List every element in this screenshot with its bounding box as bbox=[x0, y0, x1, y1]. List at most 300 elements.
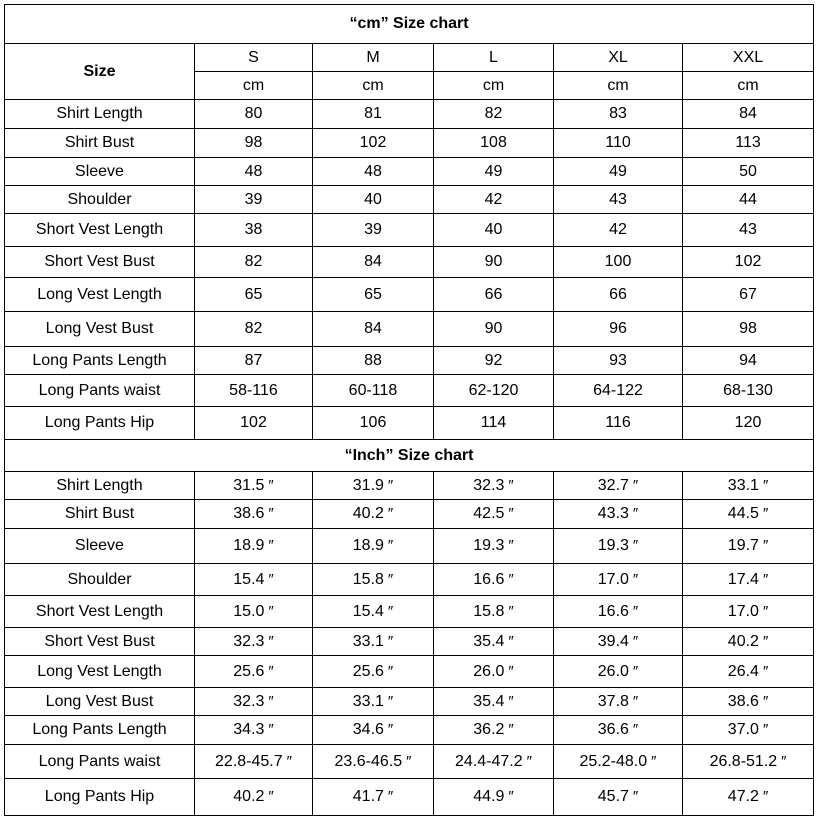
value-text: 15.8 bbox=[352, 570, 384, 588]
inch-mark: ″ bbox=[387, 721, 394, 738]
inch-mark: ″ bbox=[406, 752, 412, 770]
inch-mark: ″ bbox=[762, 602, 769, 620]
inch-mark: ″ bbox=[508, 537, 514, 554]
value-text: 35.4 bbox=[473, 692, 505, 710]
value-cell bbox=[195, 375, 313, 407]
value-cell bbox=[434, 656, 554, 688]
value-text: 19.7 bbox=[727, 537, 759, 554]
value-text: 48 bbox=[364, 162, 382, 180]
inch-mark: ″ bbox=[387, 537, 394, 554]
value-cell bbox=[195, 500, 313, 529]
inch-mark: ″ bbox=[632, 721, 639, 738]
value-cell bbox=[434, 716, 554, 745]
cm-table-row bbox=[5, 100, 814, 129]
inch-mark: ″ bbox=[268, 537, 274, 554]
inch-mark: ″ bbox=[508, 476, 514, 494]
value-text: 24.4-47.2 bbox=[455, 752, 523, 770]
inch-table-row bbox=[5, 779, 814, 816]
value-cell bbox=[683, 247, 814, 278]
value-text: 45.7 bbox=[597, 788, 629, 805]
inch-mark: ″ bbox=[508, 788, 514, 805]
inch-mark: ″ bbox=[508, 632, 514, 650]
value-text: 102 bbox=[359, 134, 387, 151]
inch-mark: ″ bbox=[387, 632, 394, 650]
value-text: 25.2-48.0 bbox=[579, 752, 648, 770]
value-cell bbox=[554, 745, 683, 779]
row-label: Long Pants Hip bbox=[5, 779, 195, 816]
value-cell bbox=[434, 312, 554, 347]
value-cell bbox=[554, 407, 683, 440]
value-text: 62-120 bbox=[468, 381, 519, 399]
unit-header-xl: cm bbox=[554, 72, 683, 100]
value-text: 19.3 bbox=[473, 537, 505, 554]
inch-mark: ″ bbox=[268, 788, 274, 805]
unit-header-l: cm bbox=[434, 72, 554, 100]
inch-mark: ″ bbox=[762, 476, 769, 494]
value-cell bbox=[195, 656, 313, 688]
value-text: 39 bbox=[244, 190, 263, 208]
cm-title-row bbox=[5, 5, 814, 44]
value-text: 106 bbox=[359, 414, 387, 431]
value-cell bbox=[434, 472, 554, 500]
value-text: 66 bbox=[609, 285, 627, 303]
value-cell bbox=[683, 688, 814, 716]
value-cell bbox=[313, 596, 434, 628]
value-text: 87 bbox=[244, 351, 263, 369]
value-text: 58-116 bbox=[229, 381, 278, 399]
row-label: Shirt Bust bbox=[5, 129, 195, 158]
value-cell bbox=[195, 312, 313, 347]
value-text: 15.8 bbox=[473, 602, 505, 620]
inch-mark: ″ bbox=[762, 788, 769, 805]
value-text: 17.0 bbox=[727, 602, 759, 620]
value-text: 26.0 bbox=[473, 662, 505, 680]
inch-mark: ″ bbox=[632, 602, 639, 620]
inch-mark: ″ bbox=[268, 570, 274, 588]
value-text: 19.3 bbox=[597, 537, 629, 554]
value-text: 43.3 bbox=[597, 505, 629, 522]
value-cell bbox=[313, 407, 434, 440]
value-text: 64-122 bbox=[593, 381, 643, 399]
value-text: 38 bbox=[244, 221, 263, 238]
value-cell bbox=[683, 214, 814, 247]
value-cell bbox=[683, 656, 814, 688]
value-text: 31.9 bbox=[352, 476, 384, 494]
cm-chart-title: “cm” Size chart bbox=[5, 5, 814, 44]
value-cell bbox=[195, 779, 313, 816]
inch-mark: ″ bbox=[387, 570, 394, 588]
value-text: 65 bbox=[364, 285, 382, 303]
value-text: 44 bbox=[739, 190, 757, 208]
value-cell bbox=[313, 564, 434, 596]
value-cell bbox=[434, 375, 554, 407]
value-text: 102 bbox=[734, 253, 762, 270]
value-text: 34.6 bbox=[352, 721, 384, 738]
value-text: 100 bbox=[604, 253, 632, 270]
value-text: 37.8 bbox=[597, 692, 629, 710]
value-cell bbox=[434, 247, 554, 278]
inch-mark: ″ bbox=[762, 505, 769, 522]
value-text: 68-130 bbox=[723, 381, 773, 399]
value-cell bbox=[434, 129, 554, 158]
value-text: 90 bbox=[484, 253, 503, 270]
value-text: 42.5 bbox=[473, 505, 505, 522]
row-label: Long Vest Bust bbox=[5, 312, 195, 347]
row-label: Short Vest Length bbox=[5, 596, 195, 628]
row-label: Short Vest Bust bbox=[5, 628, 195, 656]
value-text: 40.2 bbox=[352, 505, 384, 522]
inch-mark: ″ bbox=[387, 505, 394, 522]
value-text: 49 bbox=[609, 162, 627, 180]
value-cell bbox=[683, 312, 814, 347]
inch-mark: ″ bbox=[632, 537, 639, 554]
value-text: 33.1 bbox=[727, 476, 759, 494]
row-label: Short Vest Bust bbox=[5, 247, 195, 278]
value-text: 84 bbox=[364, 253, 382, 270]
cm-table-row bbox=[5, 214, 814, 247]
value-text: 38.6 bbox=[233, 505, 265, 522]
row-label: Shoulder bbox=[5, 186, 195, 214]
value-text: 114 bbox=[480, 414, 507, 431]
value-text: 36.6 bbox=[597, 721, 629, 738]
cm-table-row bbox=[5, 278, 814, 312]
value-cell bbox=[313, 129, 434, 158]
value-text: 98 bbox=[739, 320, 757, 337]
value-text: 94 bbox=[739, 351, 757, 369]
value-cell bbox=[683, 500, 814, 529]
inch-mark: ″ bbox=[762, 537, 769, 554]
value-text: 84 bbox=[739, 105, 757, 122]
value-text: 32.3 bbox=[473, 476, 505, 494]
inch-mark: ″ bbox=[762, 662, 769, 680]
row-label: Sleeve bbox=[5, 529, 195, 564]
value-cell bbox=[195, 100, 313, 129]
value-cell bbox=[434, 688, 554, 716]
cm-table-row bbox=[5, 247, 814, 278]
value-cell bbox=[195, 129, 313, 158]
value-text: 44.9 bbox=[473, 788, 505, 805]
value-text: 83 bbox=[609, 105, 627, 122]
size-chart-body bbox=[5, 5, 814, 816]
value-text: 16.6 bbox=[473, 570, 505, 588]
value-text: 116 bbox=[605, 414, 631, 431]
cm-table-row bbox=[5, 312, 814, 347]
row-label: Long Pants waist bbox=[5, 745, 195, 779]
value-cell bbox=[195, 529, 313, 564]
value-cell bbox=[434, 745, 554, 779]
value-cell bbox=[434, 500, 554, 529]
inch-mark: ″ bbox=[387, 788, 394, 805]
inch-table-row bbox=[5, 628, 814, 656]
inch-mark: ″ bbox=[508, 662, 514, 680]
value-text: 102 bbox=[240, 414, 267, 431]
unit-header-m: cm bbox=[313, 72, 434, 100]
inch-table-row bbox=[5, 688, 814, 716]
size-header-m: M bbox=[313, 44, 434, 72]
value-cell bbox=[195, 688, 313, 716]
unit-header-xxl: cm bbox=[683, 72, 814, 100]
value-text: 80 bbox=[244, 105, 263, 122]
value-cell bbox=[683, 716, 814, 745]
size-header-xl: XL bbox=[554, 44, 683, 72]
value-text: 26.4 bbox=[727, 662, 759, 680]
value-cell bbox=[313, 100, 434, 129]
value-text: 48 bbox=[244, 162, 263, 180]
value-text: 37.0 bbox=[727, 721, 759, 738]
value-text: 40 bbox=[484, 221, 503, 238]
value-cell bbox=[554, 278, 683, 312]
value-text: 18.9 bbox=[233, 537, 265, 554]
row-label: Shirt Length bbox=[5, 100, 195, 129]
value-cell bbox=[434, 100, 554, 129]
value-cell bbox=[554, 186, 683, 214]
value-text: 32.7 bbox=[597, 476, 629, 494]
cm-table-row bbox=[5, 347, 814, 375]
inch-mark: ″ bbox=[508, 570, 514, 588]
cm-table-row bbox=[5, 375, 814, 407]
value-text: 60-118 bbox=[348, 381, 398, 399]
value-cell bbox=[313, 247, 434, 278]
value-cell bbox=[554, 779, 683, 816]
value-cell bbox=[683, 628, 814, 656]
value-cell bbox=[434, 214, 554, 247]
value-cell bbox=[195, 596, 313, 628]
value-cell bbox=[434, 779, 554, 816]
cm-table-row bbox=[5, 186, 814, 214]
value-cell bbox=[554, 214, 683, 247]
inch-mark: ″ bbox=[268, 692, 274, 710]
row-label: Short Vest Length bbox=[5, 214, 195, 247]
value-text: 81 bbox=[364, 105, 382, 122]
size-header-l: L bbox=[434, 44, 554, 72]
value-cell bbox=[683, 347, 814, 375]
value-text: 82 bbox=[244, 253, 263, 270]
inch-chart-title: “Inch” Size chart bbox=[5, 440, 814, 472]
value-cell bbox=[195, 158, 313, 186]
value-text: 98 bbox=[244, 134, 263, 151]
value-text: 17.4 bbox=[727, 570, 759, 588]
value-text: 43 bbox=[739, 221, 757, 238]
value-cell bbox=[434, 186, 554, 214]
value-text: 22.8-45.7 bbox=[215, 752, 283, 770]
row-label: Long Vest Length bbox=[5, 278, 195, 312]
value-cell bbox=[313, 656, 434, 688]
value-cell bbox=[683, 529, 814, 564]
size-header-xxl: XXL bbox=[683, 44, 814, 72]
inch-mark: ″ bbox=[508, 721, 514, 738]
inch-mark: ″ bbox=[762, 570, 769, 588]
value-cell bbox=[195, 716, 313, 745]
value-cell bbox=[195, 745, 313, 779]
value-text: 96 bbox=[609, 320, 627, 337]
value-text: 18.9 bbox=[352, 537, 384, 554]
value-cell bbox=[683, 186, 814, 214]
row-label: Sleeve bbox=[5, 158, 195, 186]
value-cell bbox=[313, 278, 434, 312]
inch-mark: ″ bbox=[632, 476, 639, 494]
inch-mark: ″ bbox=[632, 505, 639, 522]
inch-mark: ″ bbox=[268, 632, 274, 650]
value-text: 33.1 bbox=[352, 632, 384, 650]
inch-mark: ″ bbox=[286, 752, 292, 770]
value-cell bbox=[195, 472, 313, 500]
inch-mark: ″ bbox=[508, 602, 514, 620]
inch-mark: ″ bbox=[632, 788, 639, 805]
cm-table-row bbox=[5, 158, 814, 186]
value-text: 15.4 bbox=[233, 570, 265, 588]
value-cell bbox=[313, 186, 434, 214]
value-cell bbox=[313, 312, 434, 347]
size-chart-table bbox=[4, 4, 814, 816]
inch-mark: ″ bbox=[762, 721, 769, 738]
value-text: 26.8-51.2 bbox=[709, 752, 778, 770]
value-cell bbox=[313, 628, 434, 656]
value-text: 32.3 bbox=[233, 632, 265, 650]
value-cell bbox=[313, 529, 434, 564]
inch-mark: ″ bbox=[387, 476, 394, 494]
inch-table-row bbox=[5, 596, 814, 628]
value-cell bbox=[195, 278, 313, 312]
value-cell bbox=[434, 158, 554, 186]
value-cell bbox=[554, 628, 683, 656]
inch-table-row bbox=[5, 564, 814, 596]
value-cell bbox=[683, 100, 814, 129]
value-cell bbox=[683, 596, 814, 628]
value-cell bbox=[554, 312, 683, 347]
value-text: 50 bbox=[739, 162, 757, 180]
value-text: 26.0 bbox=[597, 662, 629, 680]
value-cell bbox=[554, 596, 683, 628]
value-text: 42 bbox=[609, 221, 627, 238]
value-cell bbox=[554, 500, 683, 529]
value-cell bbox=[554, 347, 683, 375]
value-text: 88 bbox=[364, 351, 382, 369]
value-text: 43 bbox=[609, 190, 627, 208]
value-text: 15.0 bbox=[233, 602, 265, 620]
value-text: 32.3 bbox=[233, 692, 265, 710]
value-text: 23.6-46.5 bbox=[334, 752, 403, 770]
value-cell bbox=[683, 779, 814, 816]
value-text: 41.7 bbox=[352, 788, 384, 805]
value-cell bbox=[195, 214, 313, 247]
size-header-row bbox=[5, 44, 814, 72]
value-text: 82 bbox=[244, 320, 263, 337]
value-cell bbox=[313, 500, 434, 529]
inch-mark: ″ bbox=[651, 752, 657, 770]
value-cell bbox=[554, 656, 683, 688]
value-cell bbox=[195, 628, 313, 656]
inch-mark: ″ bbox=[762, 692, 769, 710]
value-cell bbox=[683, 129, 814, 158]
value-cell bbox=[683, 375, 814, 407]
value-cell bbox=[434, 628, 554, 656]
value-text: 40.2 bbox=[727, 632, 759, 650]
inch-table-row bbox=[5, 745, 814, 779]
inch-table-row bbox=[5, 716, 814, 745]
value-text: 36.2 bbox=[473, 721, 505, 738]
row-label: Long Vest Length bbox=[5, 656, 195, 688]
unit-header-s: cm bbox=[195, 72, 313, 100]
size-header-label: Size bbox=[5, 44, 195, 100]
value-cell bbox=[683, 745, 814, 779]
value-cell bbox=[683, 158, 814, 186]
inch-mark: ″ bbox=[632, 570, 639, 588]
value-cell bbox=[554, 247, 683, 278]
value-cell bbox=[434, 596, 554, 628]
value-cell bbox=[434, 529, 554, 564]
value-cell bbox=[554, 158, 683, 186]
value-text: 90 bbox=[484, 320, 503, 337]
inch-table-row bbox=[5, 472, 814, 500]
value-text: 31.5 bbox=[233, 476, 265, 494]
value-cell bbox=[195, 564, 313, 596]
value-text: 49 bbox=[484, 162, 503, 180]
inch-mark: ″ bbox=[387, 692, 394, 710]
value-text: 34.3 bbox=[233, 721, 265, 738]
row-label: Shirt Length bbox=[5, 472, 195, 500]
value-text: 44.5 bbox=[727, 505, 759, 522]
value-text: 25.6 bbox=[352, 662, 384, 680]
inch-mark: ″ bbox=[387, 602, 394, 620]
value-cell bbox=[554, 472, 683, 500]
value-cell bbox=[554, 716, 683, 745]
row-label: Long Pants Hip bbox=[5, 407, 195, 440]
inch-mark: ″ bbox=[268, 662, 274, 680]
row-label: Shoulder bbox=[5, 564, 195, 596]
value-cell bbox=[683, 472, 814, 500]
value-cell bbox=[313, 779, 434, 816]
row-label: Long Pants Length bbox=[5, 716, 195, 745]
value-text: 25.6 bbox=[233, 662, 265, 680]
value-text: 35.4 bbox=[473, 632, 505, 650]
value-cell bbox=[554, 564, 683, 596]
value-text: 84 bbox=[364, 320, 382, 337]
inch-mark: ″ bbox=[508, 692, 514, 710]
inch-mark: ″ bbox=[268, 476, 274, 494]
inch-mark: ″ bbox=[632, 692, 639, 710]
inch-table-row bbox=[5, 656, 814, 688]
row-label: Long Pants waist bbox=[5, 375, 195, 407]
value-cell bbox=[313, 745, 434, 779]
inch-mark: ″ bbox=[762, 632, 769, 650]
value-text: 120 bbox=[734, 414, 762, 431]
value-text: 17.0 bbox=[597, 570, 629, 588]
value-text: 66 bbox=[484, 285, 503, 303]
value-cell bbox=[313, 347, 434, 375]
value-cell bbox=[434, 278, 554, 312]
value-text: 110 bbox=[605, 134, 631, 151]
value-cell bbox=[195, 407, 313, 440]
value-text: 93 bbox=[609, 351, 627, 369]
inch-mark: ″ bbox=[632, 662, 639, 680]
value-text: 42 bbox=[484, 190, 503, 208]
value-cell bbox=[554, 375, 683, 407]
value-cell bbox=[683, 278, 814, 312]
value-cell bbox=[313, 158, 434, 186]
value-text: 40 bbox=[364, 190, 382, 208]
value-text: 67 bbox=[739, 285, 757, 303]
cm-table-row bbox=[5, 129, 814, 158]
value-cell bbox=[313, 716, 434, 745]
value-cell bbox=[195, 247, 313, 278]
value-cell bbox=[683, 564, 814, 596]
value-cell bbox=[683, 407, 814, 440]
inch-title-row bbox=[5, 440, 814, 472]
size-header-s: S bbox=[195, 44, 313, 72]
value-cell bbox=[434, 347, 554, 375]
value-text: 65 bbox=[244, 285, 263, 303]
value-cell bbox=[313, 472, 434, 500]
